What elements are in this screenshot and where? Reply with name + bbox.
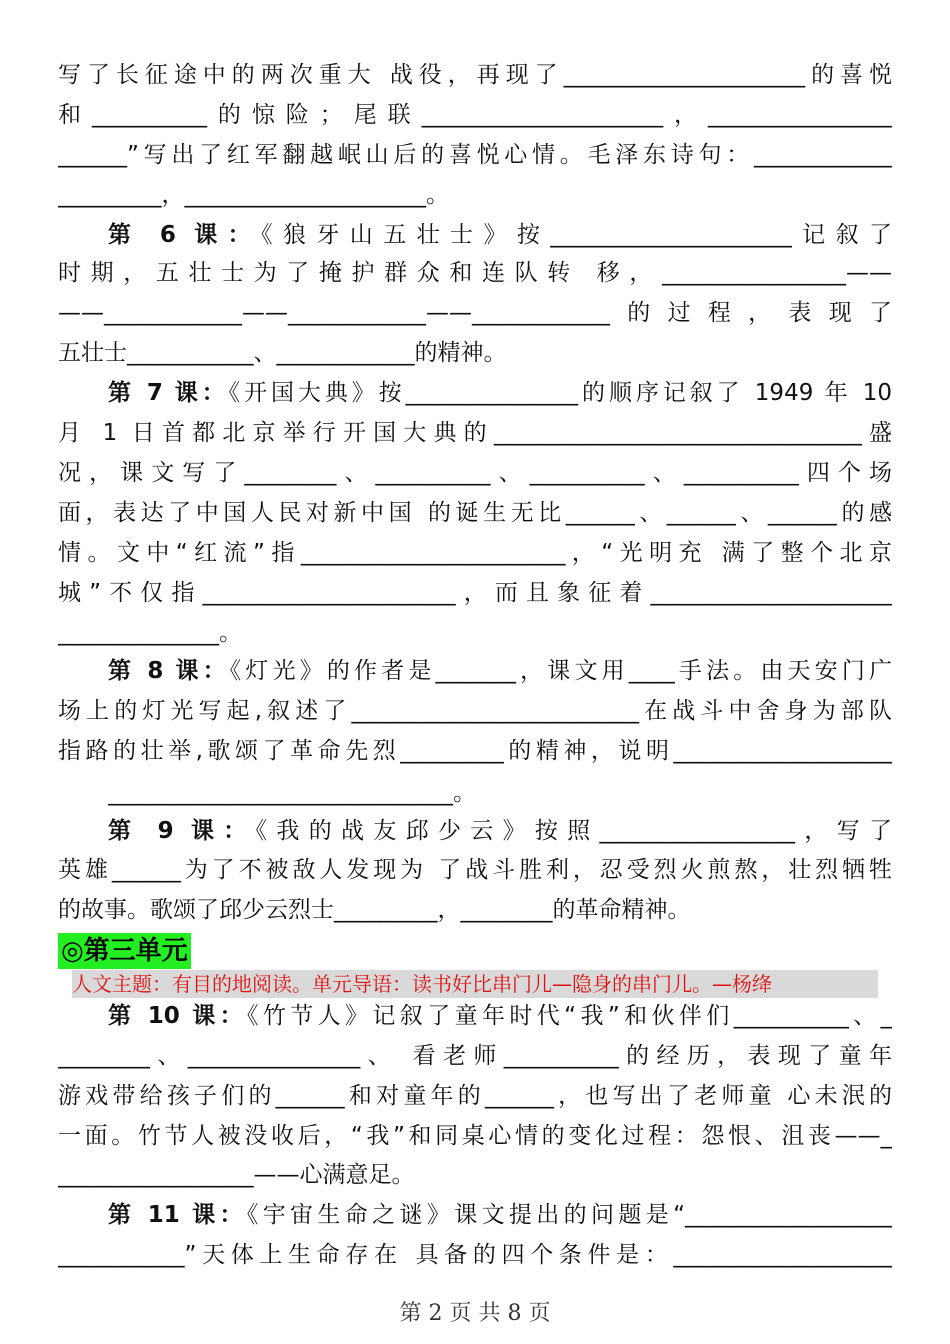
line-text: 《狼牙山五壮士》按_____________________记叙了 [261, 222, 892, 248]
line-text: 英雄______为了不被敌人发现为 了战斗胜利，忍受烈火煎熬，壮烈牺牲 [58, 857, 892, 883]
line-text: 场上的灯光写起,叙述了_________________________在战斗中舍身为部队 [58, 698, 892, 724]
line-text: 的故事。歌颂了邱少云烈士_________，________的革命精神。 [58, 897, 691, 923]
lesson-label: 第 9 课： [108, 818, 256, 844]
text-line [58, 1238, 892, 1272]
text-line [58, 336, 892, 370]
line-text: ______________________________。 [108, 780, 476, 806]
line-text: 《宇宙生命之谜》课文提出的问题是“__________________ [246, 1202, 892, 1228]
line-text: ——____________——____________——____________的过程，表现了 [58, 300, 892, 326]
text-line [58, 456, 892, 490]
text-line [58, 536, 892, 570]
lesson-label: 第 8 课： [108, 658, 230, 684]
text-line [58, 58, 892, 92]
text-line [108, 814, 892, 848]
lesson-label: 第 11 课： [108, 1202, 247, 1228]
line-text: 《竹节人》记叙了童年时代“我”和伙伴们__________、_ [246, 1003, 892, 1029]
line-text: 况，课文写了________、__________、__________、__________四个场 [58, 460, 892, 486]
line-text: 一面。竹节人被没收后，“我”和同桌心情的变化过程：怨恨、沮丧——_ [58, 1123, 892, 1149]
text-line [58, 496, 892, 530]
line-text: 月 1 日首都北京举行开国大典的________________________________盛 [58, 420, 892, 446]
text-line [58, 853, 892, 887]
line-text: 时期，五壮士为了掩护群众和连队转 移，________________—— [58, 260, 892, 286]
line-text: 指路的壮举,歌颂了革命先烈_________的精神，说明___________________ [58, 738, 892, 764]
line-text: _________，_____________________。 [58, 182, 449, 208]
text-line [108, 776, 892, 810]
line-text: 城”不仅指______________________，而且象征着_____________________ [58, 580, 892, 606]
text-line [58, 893, 892, 927]
text-line [58, 1039, 892, 1073]
text-line [108, 654, 892, 688]
text-line [58, 416, 892, 450]
line-text: 《我的战友邱少云》按照_________________，写了 [255, 818, 892, 844]
line-text: 和__________的惊险；尾联_____________________，________________ [58, 102, 892, 128]
text-line [58, 138, 892, 172]
text-line [58, 1158, 892, 1192]
unit-theme-banner: 人文主题：有目的地阅读。单元导语：读书好比串门儿—隐身的串门儿。—杨绛 [72, 970, 878, 998]
lesson-label: 第 10 课： [108, 1003, 247, 1029]
lesson-label: 第 6 课： [108, 222, 262, 248]
line-text: _________________——心满意足。 [58, 1162, 415, 1188]
line-text: 《灯光》的作者是_______，课文用____手法。由天安门广 [229, 658, 892, 684]
text-line [58, 256, 892, 290]
line-text: 面，表达了中国人民对新中国 的诞生无比______、______、______的感 [58, 500, 892, 526]
text-line [58, 98, 892, 132]
line-text: 情。文中“红流”指_______________________，“光明充 满了整个北京 [58, 540, 892, 566]
text-line [58, 1119, 892, 1153]
text-line [58, 296, 892, 330]
text-line [58, 178, 892, 212]
text-line [58, 694, 892, 728]
line-text: 五壮士___________、____________的精神。 [58, 340, 507, 366]
line-text: 写了长征途中的两次重大 战役，再现了_____________________的喜悦 [58, 62, 892, 88]
line-text: ______”写出了红军翻越岷山后的喜悦心情。毛泽东诗句：____________ [58, 142, 892, 168]
text-line [58, 576, 892, 610]
text-line [108, 999, 892, 1033]
text-line [58, 1079, 892, 1113]
text-line [108, 376, 892, 410]
line-text: ________、_______________、 看老师__________的经历，表现了童年 [58, 1043, 892, 1069]
text-line [108, 1198, 892, 1232]
page-footer: 第 2 页 共 8 页 [399, 1301, 551, 1326]
line-text: ______________。 [58, 620, 242, 646]
line-text: 《开国大典》按_______________的顺序记叙了 1949 年 10 [228, 380, 892, 406]
text-line [58, 616, 892, 650]
line-text: 游戏带给孩子们的______和对童年的______，也写出了老师童 心未泯的 [58, 1083, 892, 1109]
line-text: ___________”天体上生命存在 具备的四个条件是：___________________ [58, 1242, 892, 1268]
unit-heading: ◎第三单元 [58, 933, 191, 969]
lesson-label: 第 7 课： [108, 380, 229, 406]
text-line [108, 218, 892, 252]
text-line [58, 734, 892, 768]
